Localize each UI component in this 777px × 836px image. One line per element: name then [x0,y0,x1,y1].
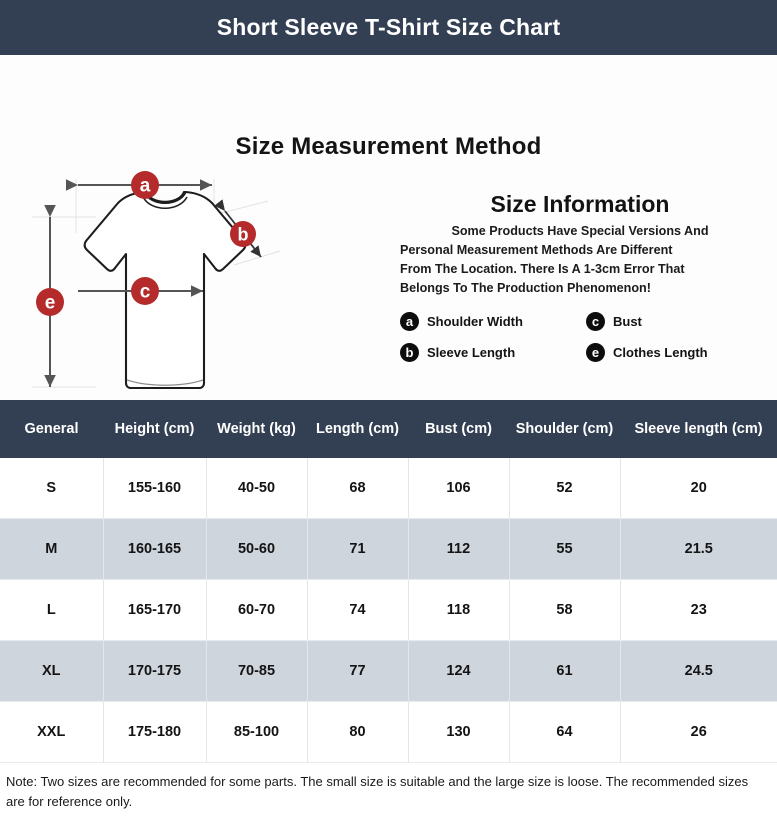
legend-badge-a-icon: a [400,312,419,331]
size-information-title: Size Information [490,191,670,217]
description-line: Some Products Have Special Versions And [451,224,709,238]
table-row [0,580,777,641]
table-row [0,702,777,763]
cell-height: 165-170 [103,580,206,641]
measurement-method-heading: Size Measurement Method [235,133,542,160]
badge-c-letter: c [139,281,151,303]
cell-size: S [0,458,103,519]
cell-size: L [0,580,103,641]
table-header-row [0,400,777,458]
legend-badge-c-icon: c [586,312,605,331]
table-row [0,458,777,519]
cell-height: 160-165 [103,519,206,580]
description-line: From The Location. There Is A 1-3cm Error That [400,262,685,277]
badge-a-letter: a [139,175,151,197]
column-header-general: General [0,400,103,458]
cell-shoulder: 55 [509,519,620,580]
cell-height: 155-160 [103,458,206,519]
cell-sleeve-length: 24.5 [620,641,777,702]
footer-note: Note: Two sizes are recommended for some parts. The small size is suitable and the large size is loose. The recommended sizes are for reference only. [0,763,777,836]
legend-item-clothes-length [586,343,760,362]
measurement-legend [400,312,760,362]
cell-length: 74 [307,580,408,641]
badge-e-letter: e [44,292,56,314]
legend-item-bust [586,312,760,331]
cell-weight: 60-70 [206,580,307,641]
table-row [0,519,777,580]
cell-weight: 70-85 [206,641,307,702]
column-header-weight: Weight (kg) [206,400,307,458]
cell-bust: 130 [408,702,509,763]
cell-weight: 85-100 [206,702,307,763]
cell-size: XL [0,641,103,702]
column-header-bust: Bust (cm) [408,400,509,458]
cell-weight: 40-50 [206,458,307,519]
size-table-container [0,400,777,763]
legend-label-bust: Bust [613,313,642,329]
cell-bust: 118 [408,580,509,641]
legend-item-sleeve-length [400,343,586,362]
measurement-section [0,55,777,400]
table-row [0,641,777,702]
cell-length: 68 [307,458,408,519]
cell-sleeve-length: 21.5 [620,519,777,580]
cell-size: XXL [0,702,103,763]
tshirt-illustration-svg [18,155,318,400]
legend-label-shoulder-width: Shoulder Width [427,313,523,329]
cell-sleeve-length: 26 [620,702,777,763]
badge-b-letter: b [237,224,249,245]
legend-label-sleeve-length: Sleeve Length [427,344,516,360]
legend-label-clothes-length: Clothes Length [613,344,708,360]
legend-item-shoulder-width [400,312,586,331]
size-table [0,400,777,763]
cell-shoulder: 61 [509,641,620,702]
description-line: Belongs To The Production Phenomenon! [400,281,651,296]
cell-sleeve-length: 20 [620,458,777,519]
cell-size: M [0,519,103,580]
legend-badge-e-icon: e [586,343,605,362]
cell-length: 80 [307,702,408,763]
column-header-length: Length (cm) [307,400,408,458]
page-title: Short Sleeve T-Shirt Size Chart [216,14,561,40]
cell-height: 170-175 [103,641,206,702]
cell-shoulder: 64 [509,702,620,763]
cell-height: 175-180 [103,702,206,763]
cell-bust: 106 [408,458,509,519]
column-header-shoulder: Shoulder (cm) [509,400,620,458]
cell-length: 77 [307,641,408,702]
column-header-height: Height (cm) [103,400,206,458]
marker-e-clothes-length [36,217,64,387]
size-information-block [400,191,760,362]
cell-bust: 112 [408,519,509,580]
cell-shoulder: 58 [509,580,620,641]
cell-bust: 124 [408,641,509,702]
cell-shoulder: 52 [509,458,620,519]
legend-badge-b-icon: b [400,343,419,362]
cell-length: 71 [307,519,408,580]
column-header-sleeve-length: Sleeve length (cm) [620,400,777,458]
tshirt-diagram [18,155,318,400]
cell-weight: 50-60 [206,519,307,580]
size-information-description [400,222,760,299]
cell-sleeve-length: 23 [620,580,777,641]
page-title-bar [0,0,777,55]
description-line: Personal Measurement Methods Are Different [400,243,673,258]
